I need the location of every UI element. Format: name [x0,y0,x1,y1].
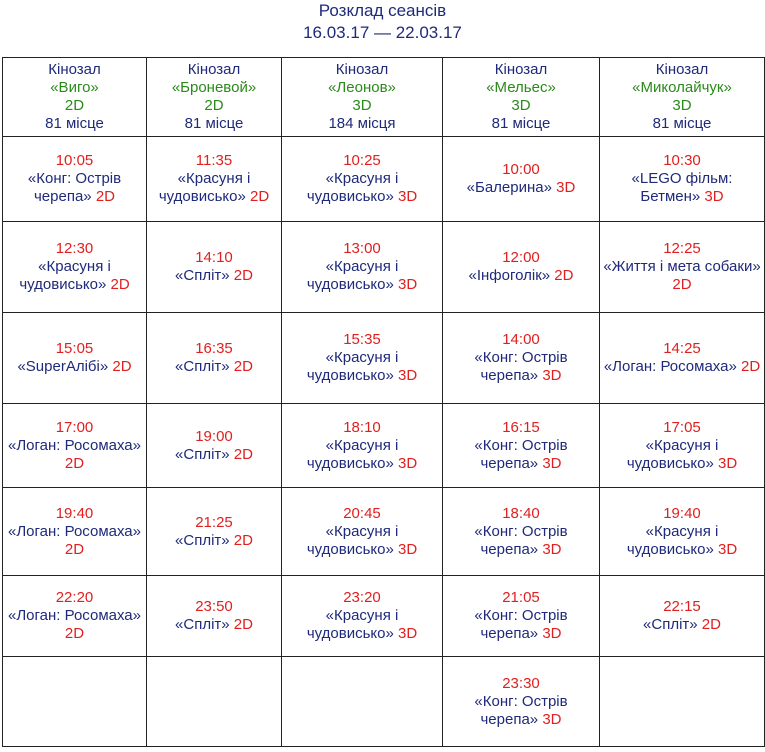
session-row [3,137,765,222]
session-movie: «Красуня і чудовисько» [306,170,399,205]
session-format: 2D [701,616,721,633]
session-movie: «Логан: Росомаха» [7,607,141,624]
session-format: 2D [233,531,253,549]
hall-header-row [3,58,765,137]
session-movie: «Спліт» [643,616,698,633]
hall-header [3,58,147,137]
session-movie: «Логан: Росомаха» [7,522,141,540]
session-format: 3D [397,188,418,205]
session-row [3,222,765,313]
session-time: 18:40 [502,504,540,522]
session-movie: «Логан: Росомаха» [603,358,737,375]
session-cell [600,313,765,404]
session-time: 17:05 [663,418,701,436]
session-cell [3,137,147,222]
session-cell [147,222,282,313]
session-row [3,404,765,488]
empty-cell [282,657,443,747]
session-format: 3D [717,454,738,472]
session-cell [3,576,147,657]
session-format: 2D [64,625,85,642]
session-cell [282,222,443,313]
session-format: 2D [554,267,574,284]
hall-name: «Виго» [50,79,99,96]
hall-label: Кінозал [187,61,241,78]
session-movie: «Красуня і чудовисько» [626,436,719,472]
session-format: 3D [556,179,576,196]
hall-header [600,58,765,137]
session-movie: «Красуня і чудовисько» [306,522,399,558]
session-format: 2D [112,358,132,375]
hall-format: 2D [64,97,85,114]
hall-seats: 184 місця [328,115,396,132]
session-time: 22:15 [663,598,701,615]
session-cell [3,222,147,313]
empty-cell [3,657,147,747]
session-format: 3D [704,188,724,205]
session-time: 19:40 [663,504,701,522]
hall-name: «Мельес» [486,79,556,96]
session-time: 14:25 [663,340,701,357]
session-time: 10:05 [55,152,94,169]
session-format: 2D [64,540,85,558]
schedule-body [3,137,765,747]
session-movie: «Спліт» [175,267,230,284]
session-row [3,313,765,404]
hall-header [147,58,282,137]
session-movie: «Спліт» [175,531,230,549]
session-movie: «Конг: Острів черепа» [27,170,122,205]
session-time: 23:50 [195,598,233,615]
session-cell [600,488,765,576]
session-format: 3D [542,367,562,384]
session-row [3,488,765,576]
session-cell [282,576,443,657]
session-time: 16:15 [502,418,540,436]
session-movie: «Спліт» [175,445,230,463]
session-time: 23:30 [502,674,540,692]
hall-seats: 81 місце [45,115,104,132]
empty-cell [147,657,282,747]
session-format: 2D [249,188,270,205]
hall-seats: 81 місце [184,115,244,132]
session-format: 3D [397,540,418,558]
session-cell [282,137,443,222]
session-time: 20:45 [343,504,381,522]
session-format: 3D [542,454,562,472]
hall-header [443,58,600,137]
session-format: 3D [542,540,562,558]
hall-name: «Миколайчук» [632,79,732,96]
session-cell [443,488,600,576]
hall-name: «Броневой» [171,79,257,96]
session-time: 21:25 [195,513,233,531]
session-movie: «Красуня і чудовисько» [306,258,399,293]
session-time: 12:00 [502,249,540,266]
session-time: 13:00 [343,240,381,257]
session-cell [147,488,282,576]
session-time: 12:25 [663,240,701,257]
session-cell [282,488,443,576]
hall-format: 3D [672,97,692,114]
session-cell [147,404,282,488]
session-movie: «Конг: Острів черепа» [474,522,568,558]
session-movie: «Логан: Росомаха» [7,436,141,454]
session-cell [443,222,600,313]
session-time: 11:35 [195,152,233,169]
session-movie: «LEGO фільм: Бетмен» [631,170,733,205]
session-format: 3D [397,625,418,642]
hall-label: Кінозал [335,61,389,78]
session-cell [3,313,147,404]
empty-cell [600,657,765,747]
session-cell [600,222,765,313]
session-movie: «Балерина» [466,179,552,196]
session-movie: «Конг: Острів черепа» [474,349,568,384]
session-time: 14:00 [502,331,540,348]
session-cell [600,404,765,488]
session-time: 15:35 [343,331,381,348]
schedule-title [0,0,765,44]
session-movie: «Конг: Острів черепа» [474,436,568,472]
session-movie: «Спліт» [175,616,230,633]
session-cell [600,137,765,222]
session-format: 3D [542,625,562,642]
session-format: 2D [233,616,253,633]
hall-label: Кінозал [655,61,709,78]
session-format: 3D [397,454,418,472]
hall-format: 3D [511,97,531,114]
session-cell [282,313,443,404]
session-row [3,657,765,747]
session-format: 2D [64,454,85,472]
session-format: 3D [542,710,562,728]
session-cell [147,313,282,404]
session-time: 23:20 [343,589,381,606]
session-format: 3D [397,367,418,384]
session-cell [3,404,147,488]
hall-name: «Леонов» [328,79,396,96]
session-format: 2D [233,445,253,463]
session-time: 19:40 [55,504,94,522]
session-cell [282,404,443,488]
session-movie: «Красуня і чудовисько» [306,607,399,642]
hall-label: Кінозал [494,61,548,78]
session-movie: «Красуня і чудовисько» [19,258,111,293]
session-cell [443,313,600,404]
session-movie: «Красуня і чудовисько» [306,436,399,472]
hall-seats: 81 місце [491,115,551,132]
session-cell [443,404,600,488]
session-time: 19:00 [195,427,233,445]
session-cell [600,576,765,657]
session-time: 12:30 [55,240,94,257]
schedule-date-range: 16.03.17 — 22.03.17 [303,23,462,42]
session-movie: «Інфоголік» [468,267,551,284]
session-movie: «Конг: Острів черепа» [474,692,568,728]
session-movie: «Красуня і чудовисько» [158,170,251,205]
session-time: 15:05 [55,340,94,357]
session-format: 2D [233,358,253,375]
session-format: 2D [741,358,761,375]
hall-header [282,58,443,137]
session-cell [147,137,282,222]
session-time: 10:25 [343,152,381,169]
session-time: 22:20 [55,589,94,606]
session-movie: «SuperАлібі» [17,358,109,375]
session-movie: «Конг: Острів черепа» [474,607,568,642]
session-movie: «Красуня і чудовисько» [306,349,399,384]
session-cell [147,576,282,657]
hall-format: 3D [352,97,372,114]
hall-format: 2D [204,97,224,114]
session-cell [443,657,600,747]
schedule-title-text: Розклад сеансів [318,1,447,20]
session-format: 3D [717,540,738,558]
session-cell [443,576,600,657]
session-format: 2D [672,276,692,293]
session-cell [443,137,600,222]
session-movie: «Красуня і чудовисько» [626,522,719,558]
session-movie: «Життя і мета собаки» [603,258,761,275]
session-time: 16:35 [195,340,233,357]
session-time: 14:10 [195,249,233,266]
session-format: 2D [110,276,130,293]
session-format: 2D [233,267,253,284]
session-row [3,576,765,657]
session-time: 10:30 [663,152,701,169]
session-cell [3,488,147,576]
session-time: 18:10 [343,418,381,436]
session-time: 17:00 [55,418,94,436]
hall-seats: 81 місце [652,115,712,132]
session-movie: «Спліт» [175,358,230,375]
hall-label: Кінозал [48,61,101,78]
session-time: 10:00 [502,161,540,178]
schedule-table [2,57,765,747]
session-format: 3D [397,276,418,293]
session-time: 21:05 [502,589,540,606]
session-format: 2D [95,188,115,205]
